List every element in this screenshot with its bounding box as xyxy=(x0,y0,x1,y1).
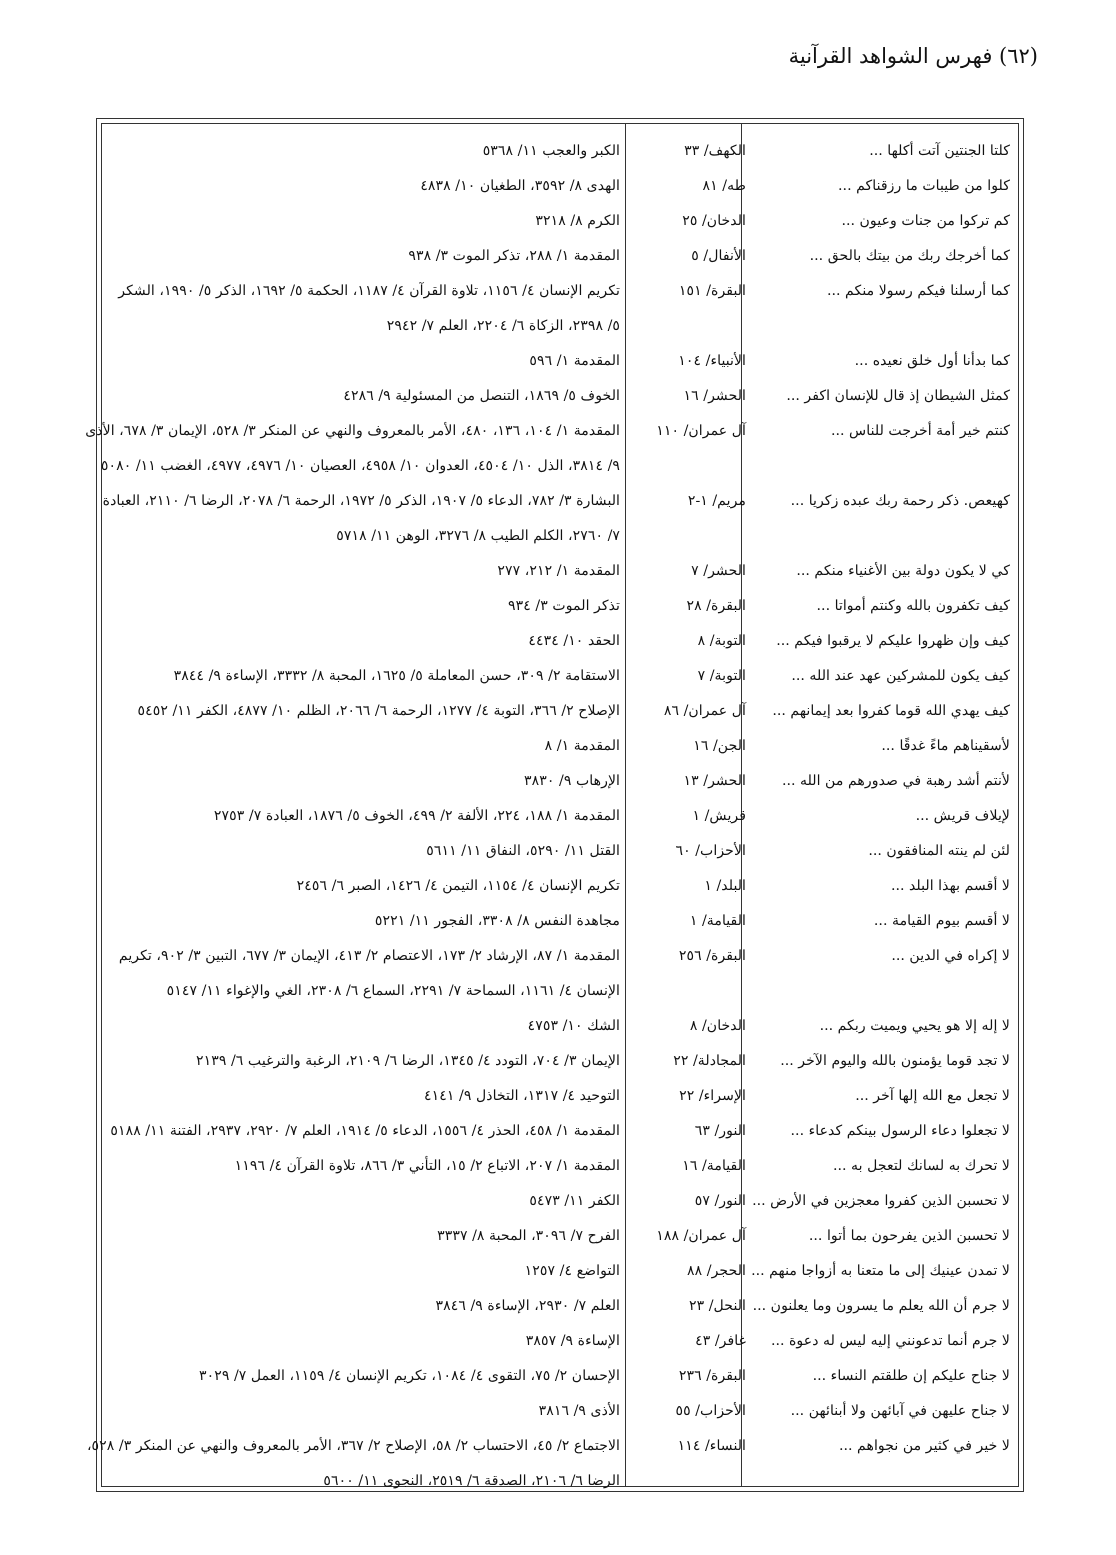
topic-references xyxy=(108,1394,620,1429)
topic-line: المقدمة ١/ ٢١٢، ٢٧٧ xyxy=(497,563,620,579)
index-table xyxy=(85,123,1019,1489)
verse-excerpt: لأسقيناهم ماءً غدقًا ... xyxy=(881,738,1010,754)
topic-references xyxy=(108,134,620,169)
topic-references xyxy=(108,239,620,274)
verse-excerpt: لا إله إلا هو يحيي ويميت ربكم ... xyxy=(819,1018,1010,1034)
topic-line: الكبر والعجب ١١/ ٥٣٦٨ xyxy=(482,143,620,159)
index-row xyxy=(86,1429,1018,1499)
topic-line: المقدمة ١/ ٢٨٨، تذكر الموت ٣/ ٩٣٨ xyxy=(408,248,620,264)
topic-line: الأذى ٩/ ٣٨١٦ xyxy=(538,1403,620,1419)
surah-reference: القيامة/ ١ xyxy=(689,913,746,929)
index-row xyxy=(102,344,1018,379)
topic-line: البشارة ٣/ ٧٨٢، الدعاء ٥/ ١٩٠٧، الذكر ٥/ ١٩٧٢، الرحمة ٦/ ٢٠٧٨، الرضا ٦/ ٢١١٠، العبادة xyxy=(102,493,620,509)
index-row xyxy=(102,904,1018,939)
topic-line: المقدمة ١/ ١٨٨، ٢٢٤، الألفة ٢/ ٤٩٩، الخوف ٥/ ١٨٧٦، العبادة ٧/ ٢٧٥٣ xyxy=(213,808,620,824)
verse-excerpt: لا تجعل مع الله إلها آخر ... xyxy=(855,1088,1010,1104)
index-row xyxy=(102,1009,1018,1044)
index-row xyxy=(102,1114,1018,1149)
verse-excerpt: لأنتم أشد رهبة في صدورهم من الله ... xyxy=(781,773,1010,789)
index-rows xyxy=(85,134,1018,1499)
topic-references xyxy=(108,204,620,239)
verse-excerpt: لا أقسم بهذا البلد ... xyxy=(890,878,1010,894)
topic-line: الخوف ٥/ ١٨٦٩، التنصل من المسئولية ٩/ ٤٢٨٦ xyxy=(343,388,620,404)
index-row xyxy=(102,694,1018,729)
topic-references xyxy=(108,1079,620,1114)
topic-line: الرضا ٦/ ٢١٠٦، الصدقة ٦/ ٢٥١٩، النجوى ١١/ ٥٦٠٠ xyxy=(323,1473,620,1489)
surah-reference: الدخان/ ٢٥ xyxy=(682,213,746,229)
topic-references xyxy=(108,1184,620,1219)
verse-excerpt: كيف يكون للمشركين عهد عند الله ... xyxy=(791,668,1010,684)
index-row xyxy=(102,1254,1018,1289)
verse-excerpt: كما أخرجك ربك من بيتك بالحق ... xyxy=(809,248,1010,264)
index-row xyxy=(102,659,1018,694)
index-row xyxy=(102,939,1018,1009)
index-row xyxy=(102,1044,1018,1079)
surah-reference: القيامة/ ١٦ xyxy=(682,1158,746,1174)
index-row xyxy=(85,414,1018,484)
verse-excerpt: لإيلاف قريش ... xyxy=(915,808,1010,824)
verse-excerpt: لا أقسم بيوم القيامة ... xyxy=(873,913,1010,929)
surah-reference: مريم/ ١-٢ xyxy=(687,493,746,509)
index-row xyxy=(102,554,1018,589)
topic-line: ٧/ ٢٧٦٠، الكلم الطيب ٨/ ٣٢٧٦، الوهن ١١/ ٥٧١٨ xyxy=(336,528,620,544)
verse-excerpt: كمثل الشيطان إذ قال للإنسان اكفر ... xyxy=(786,388,1010,404)
verse-excerpt: لئن لم ينته المنافقون ... xyxy=(868,843,1010,859)
verse-excerpt: لا تحسبن الذين كفروا معجزين في الأرض ... xyxy=(752,1193,1010,1209)
verse-excerpt: كلتا الجنتين آتت أكلها ... xyxy=(869,143,1010,159)
topic-references xyxy=(108,694,620,729)
topic-line: العلم ٧/ ٢٩٣٠، الإساءة ٩/ ٣٨٤٦ xyxy=(435,1298,620,1314)
surah-reference: النور/ ٦٣ xyxy=(694,1123,746,1139)
topic-references xyxy=(108,1289,620,1324)
topic-line: القتل ١١/ ٥٢٩٠، النفاق ١١/ ٥٦١١ xyxy=(426,843,620,859)
index-row xyxy=(102,1219,1018,1254)
topic-line: مجاهدة النفس ٨/ ٣٣٠٨، الفجور ١١/ ٥٢٢١ xyxy=(374,913,620,929)
topic-line: الشك ١٠/ ٤٧٥٣ xyxy=(527,1018,620,1034)
surah-reference: آل عمران/ ٨٦ xyxy=(663,703,746,719)
verse-excerpt: لا تحسبن الذين يفرحون بما أتوا ... xyxy=(808,1228,1010,1244)
topic-references xyxy=(108,939,620,1009)
index-row xyxy=(102,1184,1018,1219)
topic-line: التوحيد ٤/ ١٣١٧، التخاذل ٩/ ٤١٤١ xyxy=(424,1088,620,1104)
index-row xyxy=(102,274,1018,344)
surah-reference: الجن/ ١٦ xyxy=(693,738,746,754)
verse-excerpt: لا جناح عليكم إن طلقتم النساء ... xyxy=(812,1368,1010,1384)
surah-reference: البقرة/ ٢٨ xyxy=(686,598,746,614)
verse-excerpt: لا تجعلوا دعاء الرسول بينكم كدعاء ... xyxy=(790,1123,1010,1139)
verse-excerpt: لا تجد قوما يؤمنون بالله واليوم الآخر ... xyxy=(780,1053,1010,1069)
index-row xyxy=(102,589,1018,624)
topic-line: الإرهاب ٩/ ٣٨٣٠ xyxy=(524,773,620,789)
verse-excerpt: لا جرم أنما تدعونني إليه ليس له دعوة ... xyxy=(770,1333,1010,1349)
surah-reference: المجادلة/ ٢٢ xyxy=(673,1053,746,1069)
topic-line: المقدمة ١/ ٢٠٧، الاتباع ٢/ ١٥، التأني ٣/ ٨٦٦، تلاوة القرآن ٤/ ١١٩٦ xyxy=(234,1158,620,1174)
verse-excerpt: كيف تكفرون بالله وكنتم أمواتا ... xyxy=(816,598,1010,614)
index-row xyxy=(102,1394,1018,1429)
index-row xyxy=(102,1079,1018,1114)
surah-reference: الإسراء/ ٢٢ xyxy=(679,1088,746,1104)
surah-reference: الأحزاب/ ٥٥ xyxy=(675,1403,746,1419)
surah-reference: التوبة/ ٧ xyxy=(697,668,746,684)
topic-references xyxy=(108,764,620,799)
index-row xyxy=(102,764,1018,799)
verse-excerpt: لا جرم أن الله يعلم ما يسرون وما يعلنون ... xyxy=(752,1298,1010,1314)
surah-reference: البقرة/ ٢٣٦ xyxy=(678,1368,746,1384)
topic-line: المقدمة ١/ ٨٧، الإرشاد ٢/ ١٧٣، الاعتصام ٢/ ٤١٣، الإيمان ٣/ ٦٧٧، التبين ٣/ ٩٠٢، تكريم xyxy=(118,948,620,964)
topic-references xyxy=(108,554,620,589)
topic-line: ٩/ ٣٨١٤، الذل ١٠/ ٤٥٠٤، العدوان ١٠/ ٤٩٥٨، العصيان ١٠/ ٤٩٧٦، ٤٩٧٧، الغضب ١١/ ٥٠٨٠ xyxy=(100,458,620,474)
topic-references xyxy=(108,274,620,344)
verse-excerpt: لا تمدن عينيك إلى ما متعنا به أزواجا منهم ... xyxy=(751,1263,1010,1279)
index-row xyxy=(102,1324,1018,1359)
topic-references xyxy=(86,1429,620,1499)
surah-reference: الحشر/ ١٦ xyxy=(683,388,746,404)
surah-reference: غافر/ ٤٣ xyxy=(695,1333,746,1349)
verse-excerpt: لا خير في كثير من نجواهم ... xyxy=(838,1438,1010,1454)
topic-line: الحقد ١٠/ ٤٤٣٤ xyxy=(528,633,620,649)
topic-references xyxy=(108,624,620,659)
surah-reference: طه/ ٨١ xyxy=(702,178,746,194)
topic-line: الإيمان ٣/ ٧٠٤، التودد ٤/ ١٣٤٥، الرضا ٦/ ٢١٠٩، الرغبة والترغيب ٦/ ٢١٣٩ xyxy=(196,1053,620,1069)
topic-line: التواضع ٤/ ١٢٥٧ xyxy=(524,1263,620,1279)
topic-references xyxy=(108,1149,620,1184)
index-row xyxy=(102,624,1018,659)
verse-excerpt: لا تحرك به لسانك لتعجل به ... xyxy=(833,1158,1010,1174)
topic-line: الاجتماع ٢/ ٤٥، الاحتساب ٢/ ٥٨، الإصلاح ٢/ ٣٦٧، الأمر بالمعروف والنهي عن المنكر ٣/ ٥٢٨، xyxy=(86,1438,620,1454)
surah-reference: النحل/ ٢٣ xyxy=(689,1298,746,1314)
topic-line: الإساءة ٩/ ٣٨٥٧ xyxy=(525,1333,620,1349)
topic-line: الإنسان ٤/ ١١٦١، السماحة ٧/ ٢٢٩١، السماع ٦/ ٢٣٠٨، الغي والإغواء ١١/ ٥١٤٧ xyxy=(166,983,620,999)
verse-excerpt: كيف يهدي الله قوما كفروا بعد إيمانهم ... xyxy=(772,703,1010,719)
surah-reference: النساء/ ١١٤ xyxy=(677,1438,746,1454)
page-title: (٦٢) فهرس الشواهد القرآنية xyxy=(788,44,1038,68)
index-row xyxy=(102,869,1018,904)
topic-references xyxy=(108,799,620,834)
topic-references xyxy=(108,169,620,204)
topic-references xyxy=(108,344,620,379)
topic-references xyxy=(108,1044,620,1079)
index-row xyxy=(102,1359,1018,1394)
surah-reference: الحجر/ ٨٨ xyxy=(687,1263,746,1279)
index-row xyxy=(102,169,1018,204)
verse-excerpt: كنتم خير أمة أخرجت للناس ... xyxy=(830,423,1010,439)
topic-references xyxy=(108,1359,620,1394)
index-table-frame xyxy=(85,118,1024,1492)
surah-reference: البلد/ ١ xyxy=(704,878,746,894)
index-row xyxy=(102,1149,1018,1184)
surah-reference: آل عمران/ ١٨٨ xyxy=(656,1228,746,1244)
surah-reference: البقرة/ ١٥١ xyxy=(678,283,746,299)
topic-references xyxy=(108,834,620,869)
verse-excerpt: كيف وإن ظهروا عليكم لا يرقبوا فيكم ... xyxy=(776,633,1010,649)
verse-excerpt: كم تركوا من جنات وعيون ... xyxy=(841,213,1010,229)
surah-reference: التوبة/ ٨ xyxy=(697,633,746,649)
topic-references xyxy=(108,1114,620,1149)
topic-line: تكريم الإنسان ٤/ ١١٥٦، تلاوة القرآن ٤/ ١١٨٧، الحكمة ٥/ ١٦٩٢، الذكر ٥/ ١٩٩٠، الشكر xyxy=(118,283,620,299)
topic-line: الإحسان ٢/ ٧٥، التقوى ٤/ ١٠٨٤، تكريم الإنسان ٤/ ١١٥٩، العمل ٧/ ٣٠٢٩ xyxy=(198,1368,620,1384)
topic-line: الاستقامة ٢/ ٣٠٩، حسن المعاملة ٥/ ١٦٢٥، المحبة ٨/ ٣٣٣٢، الإساءة ٩/ ٣٨٤٤ xyxy=(173,668,620,684)
surah-reference: قريش/ ١ xyxy=(692,808,746,824)
topic-line: الهدى ٨/ ٣٥٩٢، الطغيان ١٠/ ٤٨٣٨ xyxy=(420,178,620,194)
topic-line: الكرم ٨/ ٣٢١٨ xyxy=(535,213,620,229)
topic-references xyxy=(108,379,620,414)
index-row xyxy=(102,134,1018,169)
surah-reference: الأحزاب/ ٦٠ xyxy=(675,843,746,859)
topic-line: تكريم الإنسان ٤/ ١١٥٤، التيمن ٤/ ١٤٢٦، الصبر ٦/ ٢٤٥٦ xyxy=(296,878,620,894)
surah-reference: الحشر/ ٧ xyxy=(691,563,746,579)
surah-reference: الأنبياء/ ١٠٤ xyxy=(678,353,746,369)
topic-line: الإصلاح ٢/ ٣٦٦، التوبة ٤/ ١٢٧٧، الرحمة ٦/ ٢٠٦٦، الظلم ١٠/ ٤٨٧٧، الكفر ١١/ ٥٤٥٢ xyxy=(137,703,620,719)
index-row xyxy=(102,379,1018,414)
topic-references xyxy=(108,1219,620,1254)
topic-line: المقدمة ١/ ٤٥٨، الحذر ٤/ ١٥٥٦، الدعاء ٥/ ١٩١٤، العلم ٧/ ٢٩٢٠، ٢٩٣٧، الفتنة ١١/ ٥١٨٨ xyxy=(110,1123,620,1139)
index-row xyxy=(102,834,1018,869)
surah-reference: البقرة/ ٢٥٦ xyxy=(678,948,746,964)
surah-reference: الدخان/ ٨ xyxy=(689,1018,746,1034)
index-row xyxy=(102,799,1018,834)
topic-references xyxy=(108,659,620,694)
topic-line: الفرح ٧/ ٣٠٩٦، المحبة ٨/ ٣٣٣٧ xyxy=(437,1228,620,1244)
verse-excerpt: كما بدأنا أول خلق نعيده ... xyxy=(854,353,1010,369)
surah-reference: النور/ ٥٧ xyxy=(694,1193,746,1209)
index-row xyxy=(102,729,1018,764)
topic-references xyxy=(85,414,620,484)
topic-references xyxy=(108,904,620,939)
verse-excerpt: كي لا يكون دولة بين الأغنياء منكم ... xyxy=(796,563,1010,579)
verse-excerpt: كهيعص. ذكر رحمة ربك عبده زكريا ... xyxy=(790,493,1010,509)
topic-references xyxy=(108,1009,620,1044)
surah-reference: آل عمران/ ١١٠ xyxy=(656,423,746,439)
index-row xyxy=(102,484,1018,554)
topic-references xyxy=(108,1324,620,1359)
surah-reference: الأنفال/ ٥ xyxy=(691,248,746,264)
verse-excerpt: كما أرسلنا فيكم رسولا منكم ... xyxy=(827,283,1010,299)
topic-line: المقدمة ١/ ٨ xyxy=(544,738,620,754)
topic-references xyxy=(108,1254,620,1289)
index-row xyxy=(102,204,1018,239)
topic-line: ٥/ ٢٣٩٨، الزكاة ٦/ ٢٢٠٤، العلم ٧/ ٢٩٤٢ xyxy=(386,318,620,334)
topic-line: المقدمة ١/ ٥٩٦ xyxy=(529,353,620,369)
verse-excerpt: لا جناح عليهن في آبائهن ولا أبنائهن ... xyxy=(790,1403,1010,1419)
topic-references xyxy=(108,729,620,764)
index-row xyxy=(102,1289,1018,1324)
surah-reference: الحشر/ ١٣ xyxy=(683,773,746,789)
topic-references xyxy=(108,869,620,904)
verse-excerpt: لا إكراه في الدين ... xyxy=(891,948,1010,964)
topic-line: المقدمة ١/ ١٠٤، ١٣٦، ٤٨٠، الأمر بالمعروف والنهي عن المنكر ٣/ ٥٢٨، الإيمان ٣/ ٦٧٨، الأذى xyxy=(85,423,620,439)
surah-reference: الكهف/ ٣٣ xyxy=(684,143,746,159)
topic-references xyxy=(108,589,620,624)
verse-excerpt: كلوا من طيبات ما رزقناكم ... xyxy=(838,178,1010,194)
topic-line: تذكر الموت ٣/ ٩٣٤ xyxy=(508,598,620,614)
index-row xyxy=(102,239,1018,274)
topic-line: الكفر ١١/ ٥٤٧٣ xyxy=(529,1193,620,1209)
topic-references xyxy=(102,484,620,554)
